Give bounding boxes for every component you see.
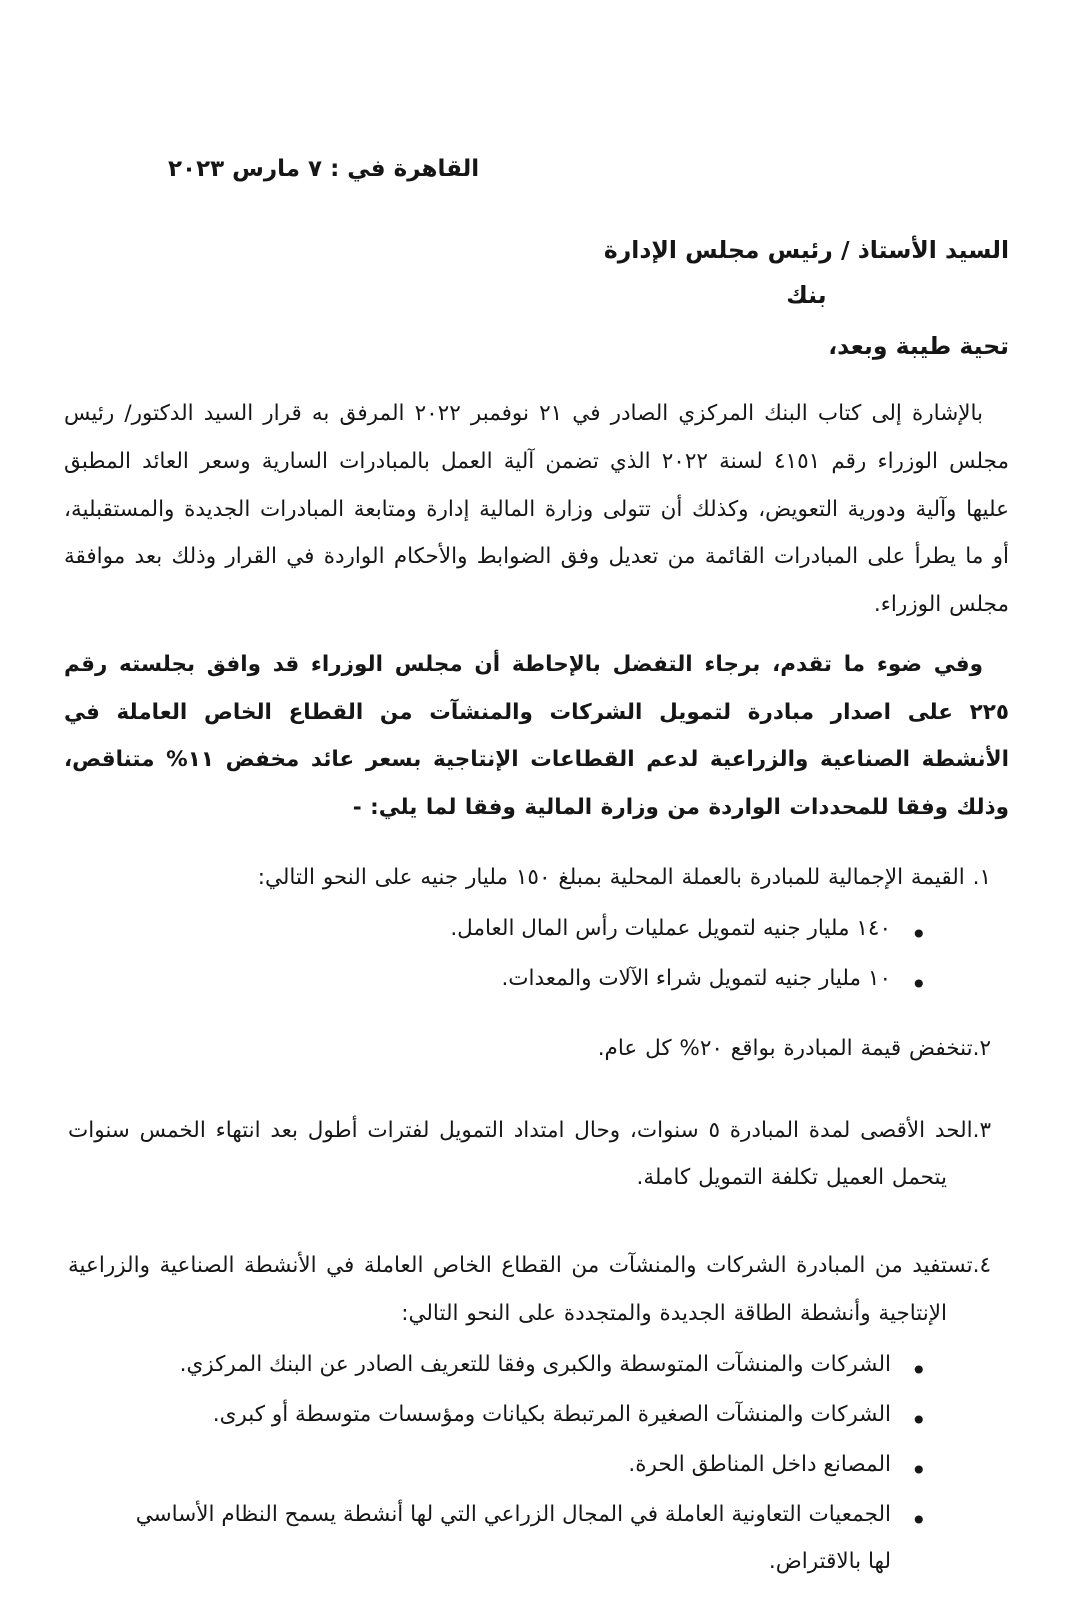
bullet-medium-large-companies: • الشركات والمنشآت المتوسطة والكبرى وفقا للتعريف الصادر عن البنك المركزي. [108,1341,931,1389]
addressee-organization: بنك [786,281,827,310]
item-2-annual-decrease: ٢.تنخفض قيمة المبادرة بواقع ٢٠% كل عام. [597,1035,991,1061]
salutation: تحية طيبة وبعد، [828,332,1009,361]
item-4-beneficiaries: ٤.تستفيد من المبادرة الشركات والمنشآت من القطاع الخاص العاملة في الأنشطة الصناعية والزراعية الإنتاجية وأنشطة الطاقة الجديدة والمتجددة على النحو التالي: [68,1253,991,1326]
addressee-title: السيد الأستاذ / رئيس مجلس الإدارة [603,236,1009,264]
addressee-section [64,228,1009,318]
item-4-bullets [108,1341,931,1586]
addressee-block [604,228,1009,318]
bullet-working-capital: • ١٤٠ مليار جنيه لتمويل عمليات رأس المال العامل. [108,905,931,953]
item-3-max-duration: ٣.الحد الأقصى لمدة المبادرة ٥ سنوات، وحال امتداد التمويل لفترات أطول بعد انتهاء الخمس سنوات يتحمل العميل تكلفة التمويل كاملة. [68,1117,991,1191]
item-1-bullets [108,905,931,1002]
paragraph-decision: وفي ضوء ما تقدم، برجاء التفضل بالإحاطة أن مجلس الوزراء قد وافق بجلسته رقم ٢٢٥ على اصدار مبادرة لتمويل الشركات والمنشآت من القطاع الخاص العاملة في الأنشطة الصناعية والزراعية لدعم القطاعات الإنتاجية بسعر عائد مخفض ١١% متناقص، وذلك وفقا للمحددات الواردة من وزارة المالية وفقا لما يلي: - [64,651,1009,820]
numbered-items [68,854,1009,1586]
bullet-free-zone-factories: • المصانع داخل المناطق الحرة. [108,1441,931,1489]
bullet-agricultural-cooperatives: • الجمعيات التعاونية العاملة في المجال الزراعي التي لها أنشطة يسمح النظام الأساسي لها بالاقتراض. [108,1491,931,1586]
bullet-machinery: • ١٠ مليار جنيه لتمويل شراء الآلات والمعدات. [108,955,931,1003]
item-1-total-value: ١. القيمة الإجمالية للمبادرة بالعملة المحلية بمبلغ ١٥٠ مليار جنيه على النحو التالي: [257,864,991,890]
paragraph-reference: بالإشارة إلى كتاب البنك المركزي الصادر في ٢١ نوفمبر ٢٠٢٢ المرفق به قرار السيد الدكتور/ رئيس مجلس الوزراء رقم ٤١٥١ لسنة ٢٠٢٢ الذي تضمن آلية العمل بالمبادرات السارية وسعر العائد المطبق عليها وآلية ودورية التعويض، وكذلك أن تتولى وزارة المالية إدارة ومتابعة المبادرات الجديدة والمستقبلية، أو ما يطرأ على المبادرات القائمة من تعديل وفق الضوابط والأحكام الواردة في القرار وذلك بعد موافقة مجلس الوزراء. [64,401,1010,618]
date-line: القاهرة في : ٧ مارس ٢٠٢٣ [168,156,480,182]
bullet-small-companies-linked: • الشركات والمنشآت الصغيرة المرتبطة بكيانات ومؤسسات متوسطة أو كبرى. [108,1391,931,1439]
